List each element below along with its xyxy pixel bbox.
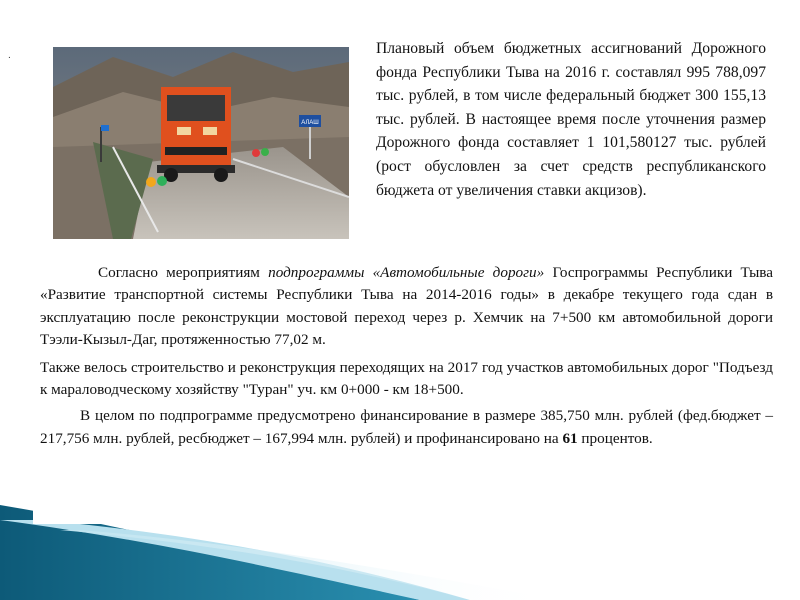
- main-text-box: [33, 262, 773, 524]
- road-photo: [53, 47, 349, 239]
- truck-icon: [157, 87, 235, 182]
- svg-text:АЛАШ: АЛАШ: [301, 120, 319, 126]
- paragraph-subprogram: Согласно мероприятиям подпрограммы «Автомобильные дороги» Госпрограммы Республики Тыва «Развитие транспортной системы Республики Тыва на 2014-2016 годы» в декабре текущего года сдан в эксплуатацию после реконструкции мостовой переход через р. Хемчик на 7+500 км автомобильной дороги Тээли-Кызыл-Даг, протяженностью 77,02 м.: [40, 264, 773, 349]
- paragraph-financing: В целом по подпрограмме предусмотрено финансирование в размере 385,750 млн. рублей (фед.бюджет – 217,756 млн. рублей, ресбюджет – 167,994 млн. рублей) и профинансировано на 61 процентов.: [40, 407, 773, 447]
- bullet-dot: .: [8, 50, 11, 61]
- paragraph-construction: Также велось строительство и реконструкция переходящих на 2017 год участков автомобильных дорог "Подъезд к мараловодческому хозяйству "Туран" уч. км 0+000 - км 18+500.: [40, 358, 773, 399]
- budget-paragraph: Плановый объем бюджетных ассигнований Дорожного фонда Республики Тыва на 2016 г. составлял 995 788,097 тыс. рублей, в том числе федеральный бюджет 300 155,13 тыс. рублей. В настоящее время после уточнения размер Дорожного фонда составляет 1 101,580127 тыс. рублей (рост обусловлен за счет средств республиканского бюджета от увеличения ставки акцизов).: [376, 40, 766, 199]
